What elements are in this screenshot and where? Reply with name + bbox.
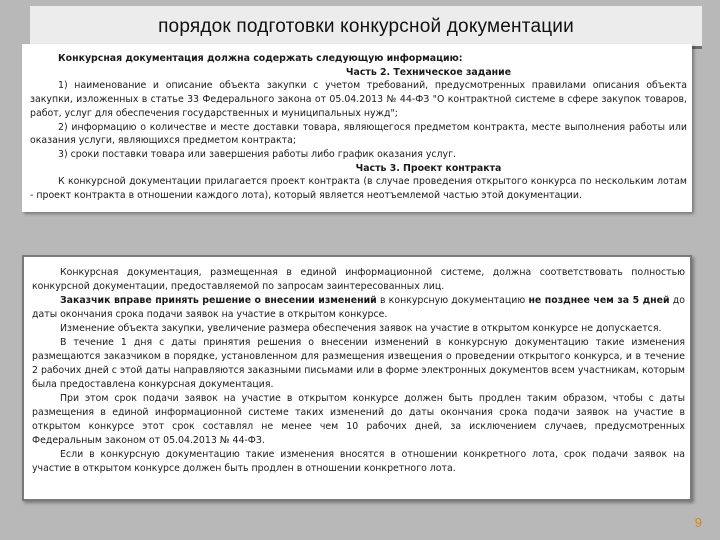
slide-title: порядок подготовки конкурсной документации — [158, 16, 574, 37]
paragraph-2 — [32, 294, 685, 322]
part2-heading — [30, 66, 687, 80]
item-3: 3) сроки поставки товара или завершения работы либо график оказания услуг. — [58, 148, 457, 160]
paragraph-5: При этом срок подачи заявок на участие в открытом конкурсе должен быть продлен таким образом, чтобы с даты размещения в единой информационной системе таких изменений до даты окончания срока подачи заявок на участие в открытом конкурсе этот срок составлял не менее чем 10 рабочих дней, за исключением случаев, предусмотренных Федеральным законом от 05.04.2013 № 44-ФЗ. — [32, 393, 685, 446]
paragraph-4: В течение 1 дня с даты принятия решения о внесении изменений в конкурсную документацию такие изменения размещаются заказчиком в порядке, установленном для размещения извещения о проведении открытого конкурса, и в течение 2 рабочих дней с этой даты направляются заказными письмами или в форме электронных документов всем участникам, которым была предоставлена конкурсная документация. — [32, 337, 685, 390]
p2-bold-1: Заказчик вправе принять решение о внесении изменений — [60, 295, 377, 306]
intro-bold: Конкурсная документация должна содержать следующую информацию: — [58, 53, 463, 64]
content-box-changes — [22, 255, 692, 501]
p2-mid: в конкурсную документацию — [376, 295, 529, 306]
part3-heading — [30, 162, 687, 176]
intro-text — [30, 52, 687, 66]
p2-end: до даты окончания срока подачи заявок на участие в открытом конкурсе. — [32, 295, 685, 320]
item-2: 2) информацию о количестве и месте доставки товара, являющегося предметом контракта, месте выполнения работы или оказания услуги, являющихся предметом контракта; — [30, 121, 687, 147]
page-number: 9 — [694, 515, 702, 530]
paragraph-6: Если в конкурсную документацию такие изменения вносятся в отношении конкретного лота, срок подачи заявок на участие в открытом конкурсе должен быть продлен в отношении конкретного лота. — [32, 449, 685, 474]
p2-bold-2: не позднее чем за 5 дней — [528, 295, 670, 306]
content-box-requirements — [22, 44, 692, 212]
paragraph-3: Изменение объекта закупки, увеличение размера обеспечения заявок на участие в открытом конкурсе не допускается. — [60, 323, 662, 334]
part3-label: Часть 3. Проект контракта — [355, 162, 502, 174]
paragraph-1: Конкурсная документация, размещенная в единой информационной системе, должна соответствовать полностью конкурсной документации, предоставляемой по запросам заинтересованных лиц. — [32, 267, 685, 292]
contract-text: К конкурсной документации прилагается проект контракта (в случае проведения открытого конкурса по нескольким лотам - проект контракта в отношении каждого лота), который является неотъемлемой частью этой документации. — [30, 176, 687, 202]
title-bar — [30, 6, 702, 49]
part2-label: Часть 2. Техническое задание — [345, 66, 512, 78]
item-1: 1) наименование и описание объекта закупки с учетом требований, предусмотренных правилами описания объекта закупки, изложенных в статье 33 Федерального закона от 05.04.2013 № 44-ФЗ "О контрактной системе в сфере закупок товаров, работ, услуг для обеспечения государственных и муниципальных нужд"; — [30, 80, 687, 119]
